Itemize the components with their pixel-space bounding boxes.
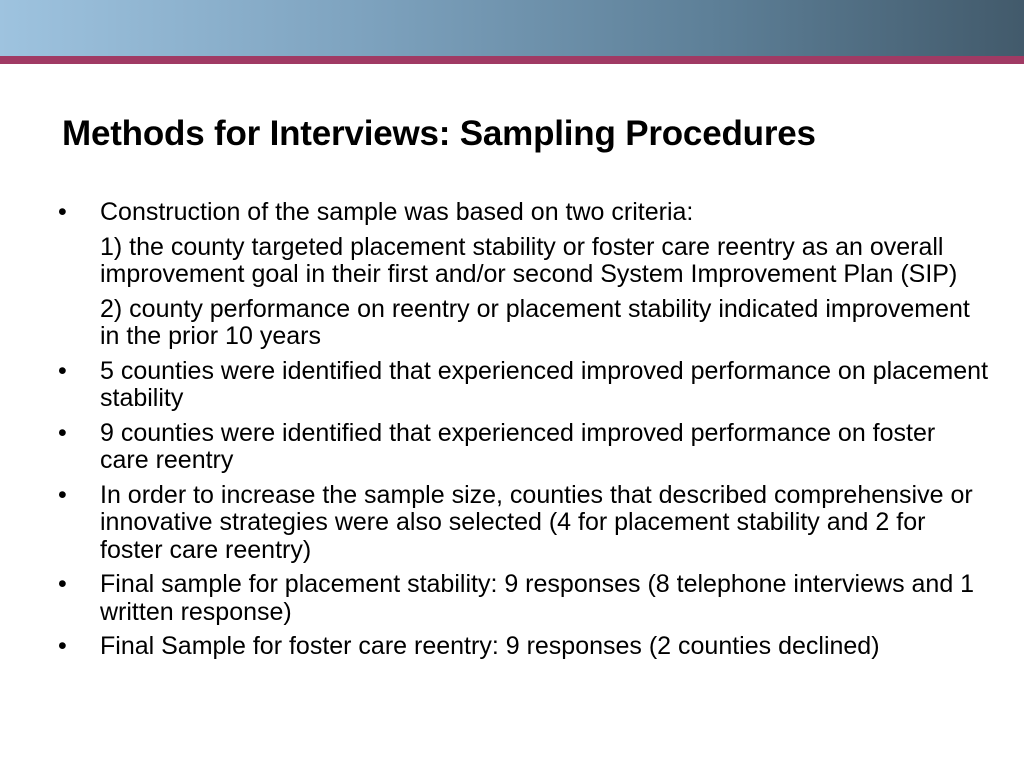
bullet-item: [58, 633, 988, 661]
bullet-marker: •: [58, 632, 67, 660]
bullet-item: [58, 420, 988, 475]
header-accent-stripe: [0, 56, 1024, 64]
sub-item: 1) the county targeted placement stability or foster care reentry as an overall improvement goal in their first and/or second System Improvement Plan (SIP): [100, 232, 958, 288]
bullet-item: [58, 482, 988, 565]
bullet-text: Final Sample for foster care reentry: 9 responses (2 counties declined): [100, 632, 880, 660]
bullet-text: In order to increase the sample size, counties that described comprehensive or innovative strategies were also selected (4 for placement stability and 2 for foster care reentry): [100, 480, 973, 564]
header-gradient-band: [0, 0, 1024, 56]
bullet-marker: •: [58, 198, 67, 226]
sub-item: 2) county performance on reentry or placement stability indicated improvement in the prior 10 years: [100, 294, 970, 350]
bullet-text: 9 counties were identified that experienced improved performance on foster care reentry: [100, 418, 936, 474]
bullet-text: 5 counties were identified that experienced improved performance on placement stability: [100, 356, 989, 412]
bullet-text: Final sample for placement stability: 9 responses (8 telephone interviews and 1 written response): [100, 570, 975, 626]
bullet-item: [58, 358, 988, 413]
bullet-marker: •: [58, 480, 67, 509]
bullet-marker: •: [58, 418, 67, 447]
slide-title: Methods for Interviews: Sampling Procedures: [62, 114, 816, 153]
bullet-marker: •: [58, 356, 67, 385]
bullet-item: [58, 199, 988, 227]
bullet-item: [58, 571, 988, 626]
bullet-list: [58, 199, 988, 668]
bullet-marker: •: [58, 570, 67, 598]
bullet-text: Construction of the sample was based on two criteria:: [100, 198, 694, 226]
